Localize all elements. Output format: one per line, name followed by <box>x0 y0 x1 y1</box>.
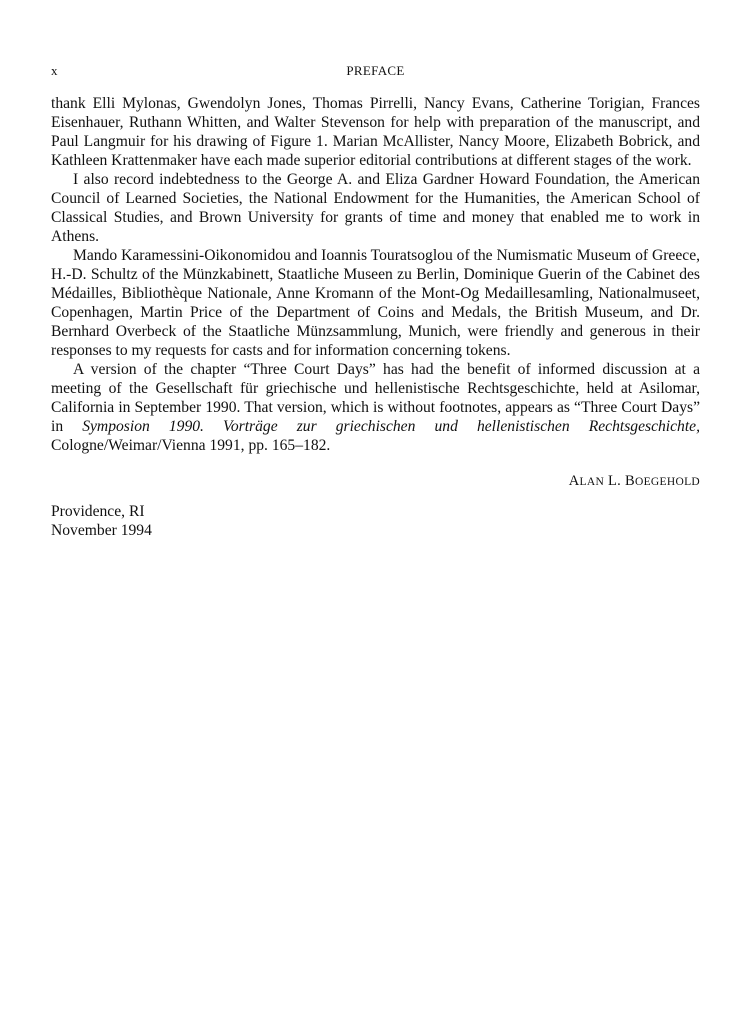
author-signature <box>51 473 700 490</box>
paragraph-acknowledgements-continued: thank Elli Mylonas, Gwendolyn Jones, Thomas Pirrelli, Nancy Evans, Catherine Torigian, Frances Eisenhauer, Ruthann Whitten, and Walter Stevenson for help with preparation of the manuscript, and Paul Langmuir for his drawing of Figure 1. Marian McAllister, Nancy Moore, Elizabeth Bobrick, and Kathleen Krattenmaker have each made superior editorial contributions at different stages of the work. <box>51 95 700 169</box>
signature-middle: L. <box>604 473 626 489</box>
date: November 1994 <box>51 522 152 539</box>
place: Providence, RI <box>51 503 145 520</box>
publication-title: Symposion 1990. Vorträge zur griechischen und hellenistischen Rechtsgeschichte, <box>82 418 700 435</box>
paragraph-text-end: Cologne/Weimar/Vienna 1991, pp. 165–182. <box>51 437 331 454</box>
signature-last-initial: B <box>625 473 635 489</box>
preface-body <box>51 94 700 455</box>
place-and-date <box>51 502 700 540</box>
document-page <box>51 60 700 540</box>
signature-first-initial: A <box>568 473 580 489</box>
paragraph-funding: I also record indebtedness to the George A. and Eliza Gardner Howard Foundation, the American Council of Learned Societies, the National Endowment for the Humanities, the American School of Classical Studies, and Brown University for grants of time and money that enabled me to work in Athens. <box>51 171 700 245</box>
running-head: PREFACE <box>346 63 405 78</box>
paragraph-text-start: A version of the chapter “Three Court Days” has had the benefit of informed discussion at a meeting of the Gesellschaft für griechische und hellenistische Rechtsgeschichte, held at Asilomar, California in September 1990. That version, which is without footnotes, appears as “Three Court Days” in <box>51 361 700 435</box>
page-header <box>51 60 700 82</box>
signature-last-rest: OEGEHOLD <box>635 476 700 488</box>
page-number: x <box>51 63 58 78</box>
paragraph-three-court-days <box>51 360 700 455</box>
paragraph-numismatic-thanks: Mando Karamessini-Oikonomidou and Ioannis Touratsoglou of the Numismatic Museum of Greece, H.-D. Schultz of the Münzkabinett, Staatliche Museen zu Berlin, Dominique Guerin of the Cabinet des Médailles, Bibliothèque Nationale, Anne Kromann of the Mont-Og Medaillesamling, Nationalmuseet, Copenhagen, Martin Price of the Department of Coins and Medals, the British Museum, and Dr. Bernhard Overbeck of the Staatliche Münzsammlung, Munich, were friendly and generous in their responses to my requests for casts and for information concerning tokens. <box>51 247 701 359</box>
signature-first-rest: LAN <box>579 476 605 488</box>
